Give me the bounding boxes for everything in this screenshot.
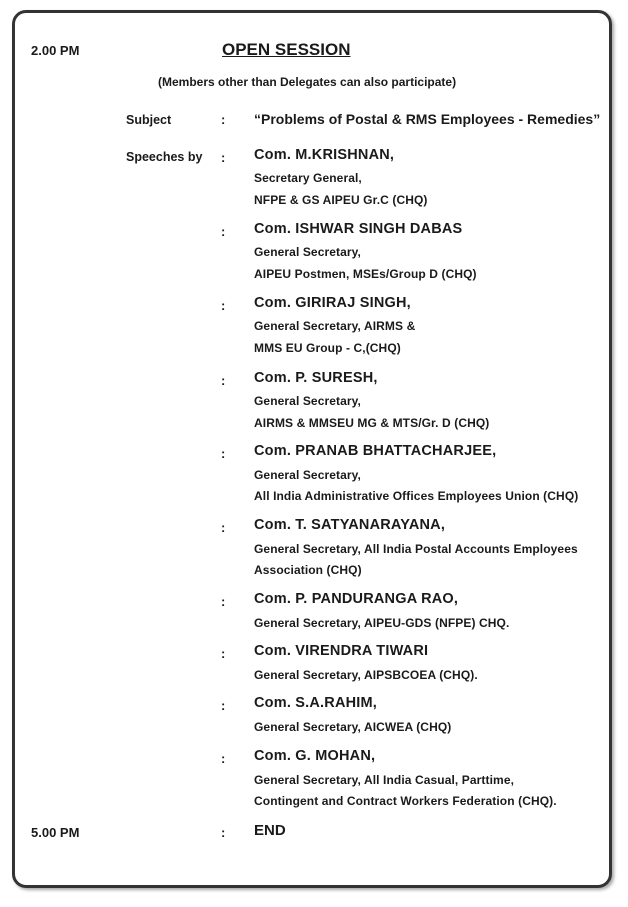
end-colon: : bbox=[221, 825, 226, 840]
speaker-name: Com. GIRIRAJ SINGH, bbox=[254, 295, 411, 311]
subject-colon: : bbox=[221, 112, 226, 127]
speaker-designation: General Secretary, AIRMS & bbox=[254, 319, 416, 333]
speaker-name: Com. VIRENDRA TIWARI bbox=[254, 643, 429, 659]
speaker-colon: : bbox=[221, 446, 226, 461]
speaker-organisation: All India Administrative Offices Employees Union (CHQ) bbox=[254, 489, 579, 503]
subject-text: “Problems of Postal & RMS Employees - Remedies” bbox=[254, 111, 601, 127]
speaker-name: Com. G. MOHAN, bbox=[254, 748, 376, 764]
speaker-designation: General Secretary, AICWEA (CHQ) bbox=[254, 720, 452, 734]
speaker-designation: General Secretary, All India Postal Accounts Employees bbox=[254, 542, 578, 556]
speaker-colon: : bbox=[221, 646, 226, 661]
speaker-designation: General Secretary, AIPSBCOEA (CHQ). bbox=[254, 668, 478, 682]
speaker-name: Com. M.KRISHNAN, bbox=[254, 147, 395, 163]
end-time: 5.00 PM bbox=[31, 825, 80, 840]
speaker-colon: : bbox=[221, 594, 226, 609]
subject-label: Subject bbox=[126, 113, 172, 127]
speaker-name: Com. ISHWAR SINGH DABAS bbox=[254, 221, 463, 237]
speaker-designation: General Secretary, bbox=[254, 245, 361, 259]
speaker-colon: : bbox=[221, 698, 226, 713]
speaker-designation: General Secretary, bbox=[254, 468, 361, 482]
speaker-colon: : bbox=[221, 751, 226, 766]
speeches-by-label: Speeches by bbox=[126, 150, 203, 164]
speaker-organisation: AIRMS & MMSEU MG & MTS/Gr. D (CHQ) bbox=[254, 416, 490, 430]
speaker-colon: : bbox=[221, 150, 226, 165]
session-title: OPEN SESSION bbox=[222, 40, 351, 59]
participation-note: (Members other than Delegates can also participate) bbox=[158, 75, 457, 89]
speaker-name: Com. PRANAB BHATTACHARJEE, bbox=[254, 443, 497, 459]
speaker-organisation: Association (CHQ) bbox=[254, 563, 362, 577]
speaker-organisation: MMS EU Group - C,(CHQ) bbox=[254, 341, 401, 355]
speaker-designation: General Secretary, bbox=[254, 394, 361, 408]
speaker-organisation: NFPE & GS AIPEU Gr.C (CHQ) bbox=[254, 193, 428, 207]
speaker-name: Com. S.A.RAHIM, bbox=[254, 695, 378, 711]
speaker-designation: General Secretary, All India Casual, Parttime, bbox=[254, 773, 515, 787]
speaker-colon: : bbox=[221, 520, 226, 535]
speaker-colon: : bbox=[221, 298, 226, 313]
speaker-name: Com. P. PANDURANGA RAO, bbox=[254, 591, 459, 607]
speaker-organisation: AIPEU Postmen, MSEs/Group D (CHQ) bbox=[254, 267, 477, 281]
start-time: 2.00 PM bbox=[31, 43, 80, 58]
speaker-designation: General Secretary, AIPEU-GDS (NFPE) CHQ. bbox=[254, 616, 510, 630]
speaker-designation: Secretary General, bbox=[254, 171, 362, 185]
speaker-colon: : bbox=[221, 373, 226, 388]
end-label: END bbox=[254, 822, 286, 839]
speaker-name: Com. P. SURESH, bbox=[254, 370, 378, 386]
speaker-name: Com. T. SATYANARAYANA, bbox=[254, 517, 446, 533]
speaker-colon: : bbox=[221, 224, 226, 239]
speaker-organisation: Contingent and Contract Workers Federation (CHQ). bbox=[254, 794, 557, 808]
